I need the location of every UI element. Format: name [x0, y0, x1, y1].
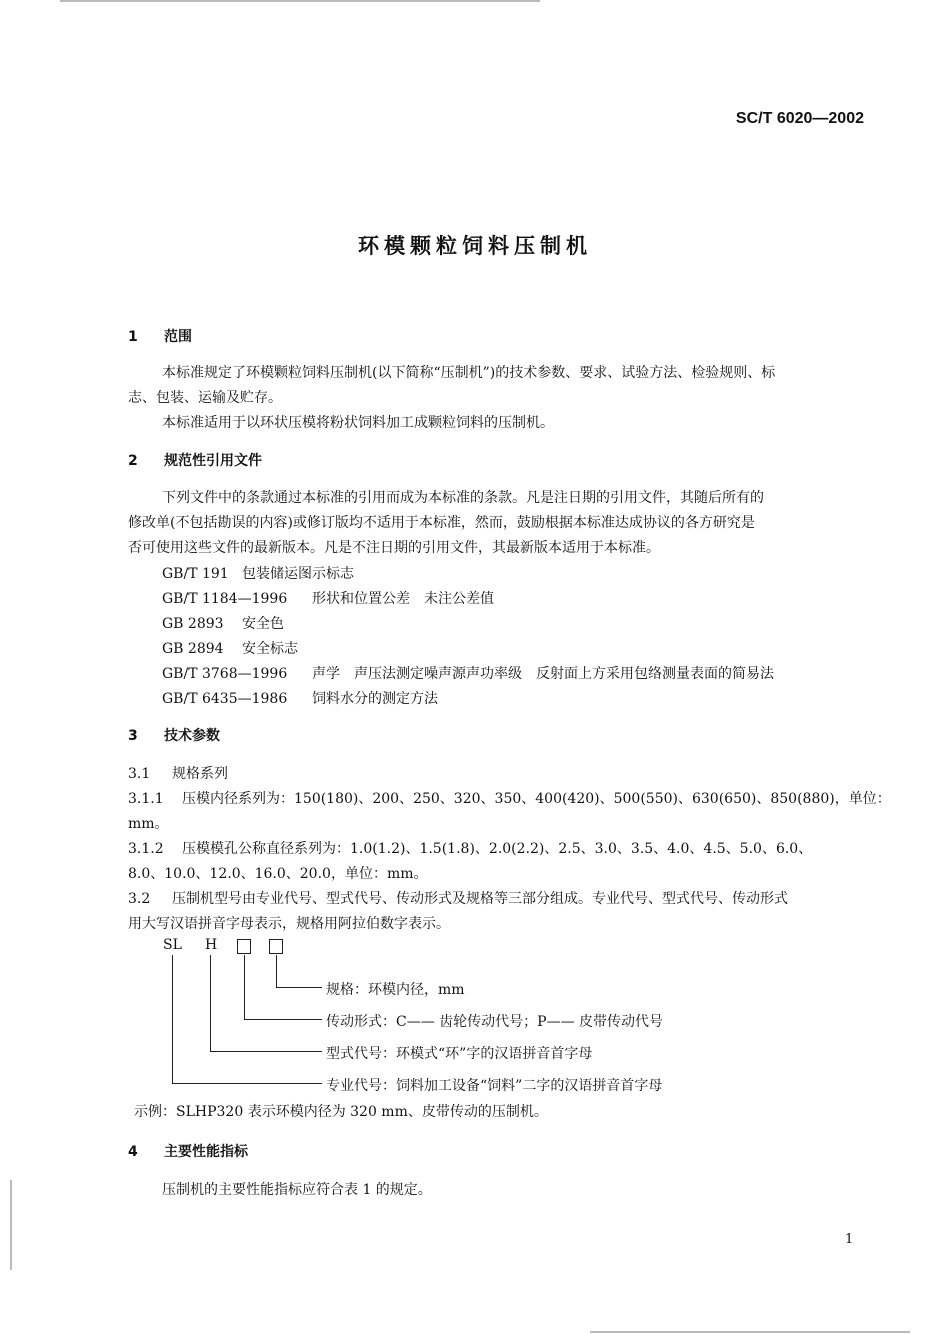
reference-item [162, 588, 494, 608]
paragraph: 压模模孔公称直径系列为：1.0(1.2)、1.5(1.8)、2.0(2.2)、2.5、3.0、3.5、4.0、4.5、5.0、6.0、 [182, 841, 813, 857]
reference-title: 安全色 [242, 616, 284, 632]
reference-code: GB 2893 [162, 616, 224, 632]
section-title: 主要性能指标 [164, 1144, 248, 1160]
reference-title: 声学 声压法测定噪声源声功率级 反射面上方采用包络测量表面的简易法 [312, 666, 774, 682]
paragraph: 志、包装、运输及贮存。 [128, 390, 282, 406]
reference-title: 饲料水分的测定方法 [312, 691, 438, 707]
connector-line [210, 955, 211, 1052]
connector-line [172, 1083, 322, 1084]
reference-item [162, 638, 298, 658]
reference-title: 形状和位置公差 未注公差值 [312, 591, 494, 607]
subsection-number: 3.2 [128, 891, 151, 907]
paragraph: 压制机型号由专业代号、型式代号、传动形式及规格等三部分组成。专业代号、型式代号、传动形式 [172, 891, 788, 907]
section-number: 1 [128, 329, 138, 345]
section-title: 技术参数 [164, 728, 220, 744]
paragraph: 8.0、10.0、12.0、16.0、20.0，单位：mm。 [128, 866, 428, 882]
section-number: 2 [128, 453, 138, 469]
reference-code: GB/T 3768—1996 [162, 666, 288, 682]
section-title: 规范性引用文件 [164, 453, 262, 469]
section-4-heading [128, 1141, 248, 1161]
reference-code: GB 2894 [162, 641, 224, 657]
spec-code-box [269, 939, 283, 954]
label-type: 型式代号：环模式“环”字的汉语拼音首字母 [326, 1046, 593, 1062]
section-2-heading [128, 450, 262, 470]
reference-item [162, 563, 354, 583]
connector-line [210, 1051, 322, 1052]
reference-code: GB/T 6435—1986 [162, 691, 288, 707]
connector-line [172, 955, 173, 1084]
section-3-heading [128, 725, 220, 745]
reference-item [162, 663, 774, 683]
paragraph: 下列文件中的条款通过本标准的引用而成为本标准的条款。凡是注日期的引用文件，其随后所有的 [162, 490, 764, 506]
drive-code-box [237, 939, 251, 954]
connector-line [276, 987, 322, 988]
subsection-3-1-2 [128, 838, 812, 858]
reference-code: GB/T 191 [162, 566, 229, 582]
paragraph: 本标准规定了环模颗粒饲料压制机(以下简称“压制机”)的技术参数、要求、试验方法、检验规则、标 [162, 365, 776, 381]
subsection-number: 3.1.2 [128, 841, 164, 857]
subsection-number: 3.1.1 [128, 791, 164, 807]
code-h: H [205, 937, 218, 953]
reference-item [162, 613, 284, 633]
subsection-title: 规格系列 [172, 766, 228, 782]
scan-artifact-top [60, 0, 540, 2]
paragraph: 修改单(不包括勘误的内容)或修订版均不适用于本标准，然而，鼓励根据本标准达成协议的各方研究是 [128, 515, 755, 531]
subsection-3-1-1 [128, 788, 891, 808]
page-title: 环模颗粒饲料压制机 [358, 234, 592, 258]
subsection-number: 3.1 [128, 766, 151, 782]
scan-artifact-left [10, 1180, 12, 1270]
scan-artifact-bottom [590, 1331, 910, 1333]
example: 示例：SLHP320 表示环模内径为 320 mm、皮带传动的压制机。 [134, 1104, 548, 1120]
section-1-heading [128, 326, 192, 346]
reference-code: GB/T 1184—1996 [162, 591, 288, 607]
label-drive: 传动形式：C—— 齿轮传动代号；P—— 皮带传动代号 [326, 1014, 664, 1030]
connector-line [244, 1019, 322, 1020]
reference-item [162, 688, 438, 708]
paragraph: mm。 [128, 816, 169, 832]
subsection-3-2 [128, 888, 788, 908]
paragraph: 用大写汉语拼音字母表示，规格用阿拉伯数字表示。 [128, 916, 450, 932]
page-number: 1 [845, 1232, 854, 1247]
section-number: 3 [128, 728, 138, 744]
reference-title: 安全标志 [242, 641, 298, 657]
paragraph: 压制机的主要性能指标应符合表 1 的规定。 [162, 1182, 432, 1198]
code-sl: SL [163, 937, 182, 953]
section-title: 范围 [164, 329, 192, 345]
standard-code: SC/T 6020—2002 [735, 110, 864, 127]
paragraph: 压模内径系列为：150(180)、200、250、320、350、400(420)、500(550)、630(650)、850(880)，单位： [182, 791, 891, 807]
label-spec: 规格：环模内径，mm [326, 982, 465, 998]
paragraph: 否可使用这些文件的最新版本。凡是不注日期的引用文件，其最新版本适用于本标准。 [128, 540, 660, 556]
subsection-3-1 [128, 763, 228, 783]
connector-line [276, 955, 277, 988]
label-profession: 专业代号：饲料加工设备“饲料”二字的汉语拼音首字母 [326, 1078, 663, 1094]
reference-title: 包装储运图示标志 [242, 566, 354, 582]
paragraph: 本标准适用于以环状压模将粉状饲料加工成颗粒饲料的压制机。 [162, 415, 554, 431]
connector-line [244, 955, 245, 1020]
section-number: 4 [128, 1144, 138, 1160]
